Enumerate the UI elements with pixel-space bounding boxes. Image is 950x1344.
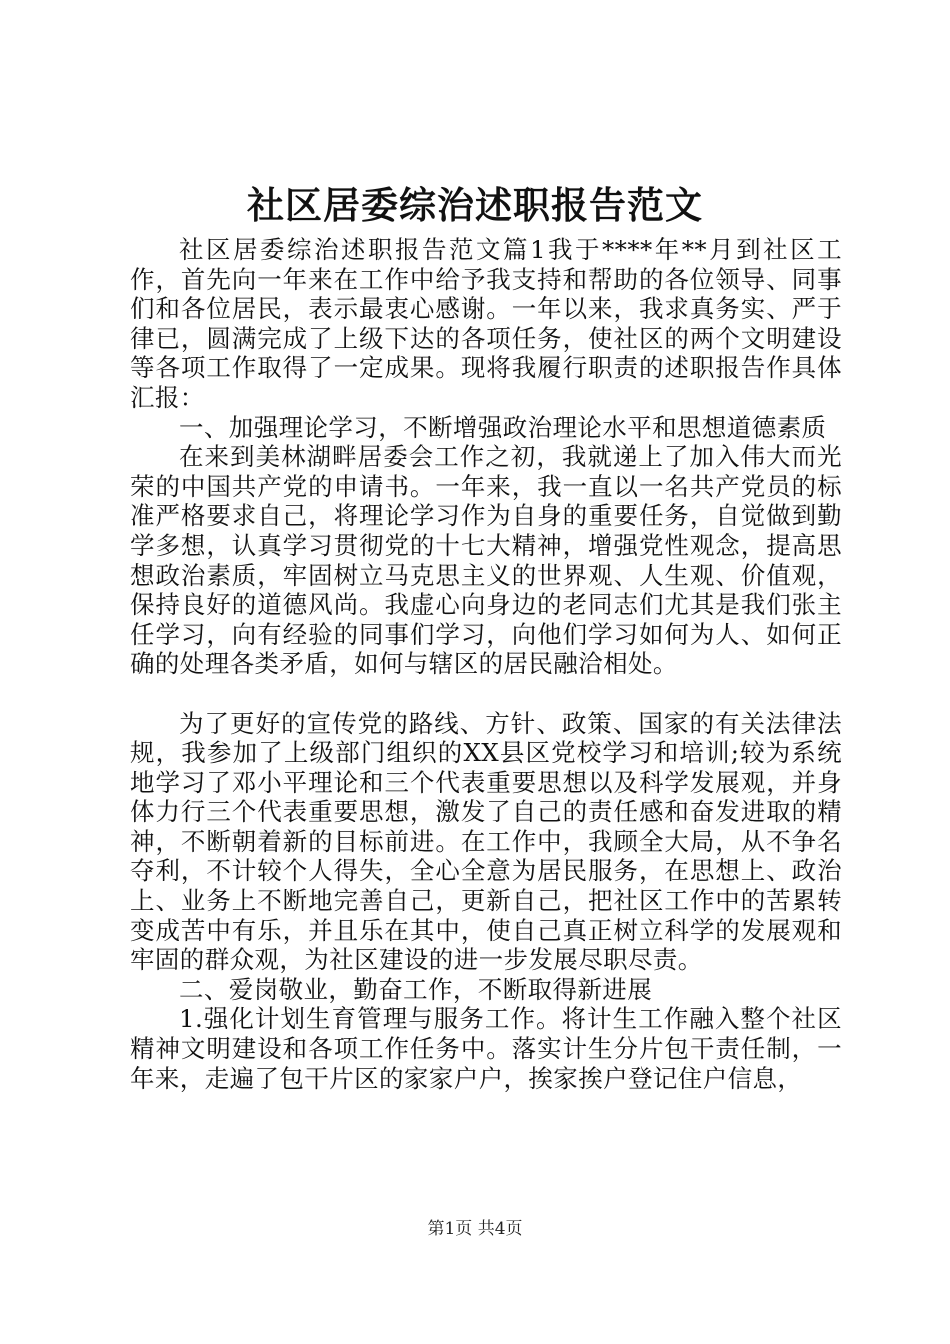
section-heading-2: 二、爱岗敬业，勤奋工作，不断取得新进展	[179, 974, 653, 1004]
section-heading-1: 一、加强理论学习，不断增强政治理论水平和思想道德素质	[179, 412, 827, 442]
document-title: 社区居委综治述职报告范文	[247, 183, 703, 227]
paragraph-theory-study: 在来到美林湖畔居委会工作之初，我就递上了加入伟大而光荣的中国共产党的申请书。一年来，我一直以一名共产党员的标准严格要求自己，将理论学习作为自身的重要任务，自觉做到勤学多想，认真学习贯彻党的十七大精神，增强党性观念，提高思想政治素质，牢固树立马克思主义的世界观、人生观、价值观，保持良好的道德风尚。我虚心向身边的老同志们尤其是我们张主任学习，向有经验的同事们学习，向他们学习如何为人、如何正确的处理各类矛盾，如何与辖区的居民融洽相处。	[130, 442, 842, 679]
page-number-footer: 第1页 共4页	[427, 1219, 523, 1239]
paragraph-intro: 社区居委综治述职报告范文篇1我于****年**月到社区工作，首先向一年来在工作中给予我支持和帮助的各位领导、同事们和各位居民，表示最衷心感谢。一年以来，我求真务实、严于律已，圆满完成了上级下达的各项任务，使社区的两个文明建设等各项工作取得了一定成果。现将我履行职责的述职报告作具体汇报：	[130, 235, 842, 412]
paragraph-family-planning: 1.强化计划生育管理与服务工作。将计生工作融入整个社区精神文明建设和各项工作任务中。落实计生分片包干责任制，一年来，走遍了包干片区的家家户户，挨家挨户登记住户信息，	[130, 1004, 842, 1093]
document-body	[130, 235, 842, 1093]
paragraph-party-training: 为了更好的宣传党的路线、方针、政策、国家的有关法律法规，我参加了上级部门组织的XX县区党校学习和培训;较为系统地学习了邓小平理论和三个代表重要思想以及科学发展观，并身体力行三个代表重要思想，激发了自己的责任感和奋发进取的精神，不断朝着新的目标前进。在工作中，我顾全大局，从不争名夺利，不计较个人得失，全心全意为居民服务，在思想上、政治上、业务上不断地完善自己，更新自己，把社区工作中的苦累转变成苦中有乐，并且乐在其中，使自己真正树立科学的发展观和牢固的群众观，为社区建设的进一步发展尽职尽责。	[130, 708, 842, 975]
